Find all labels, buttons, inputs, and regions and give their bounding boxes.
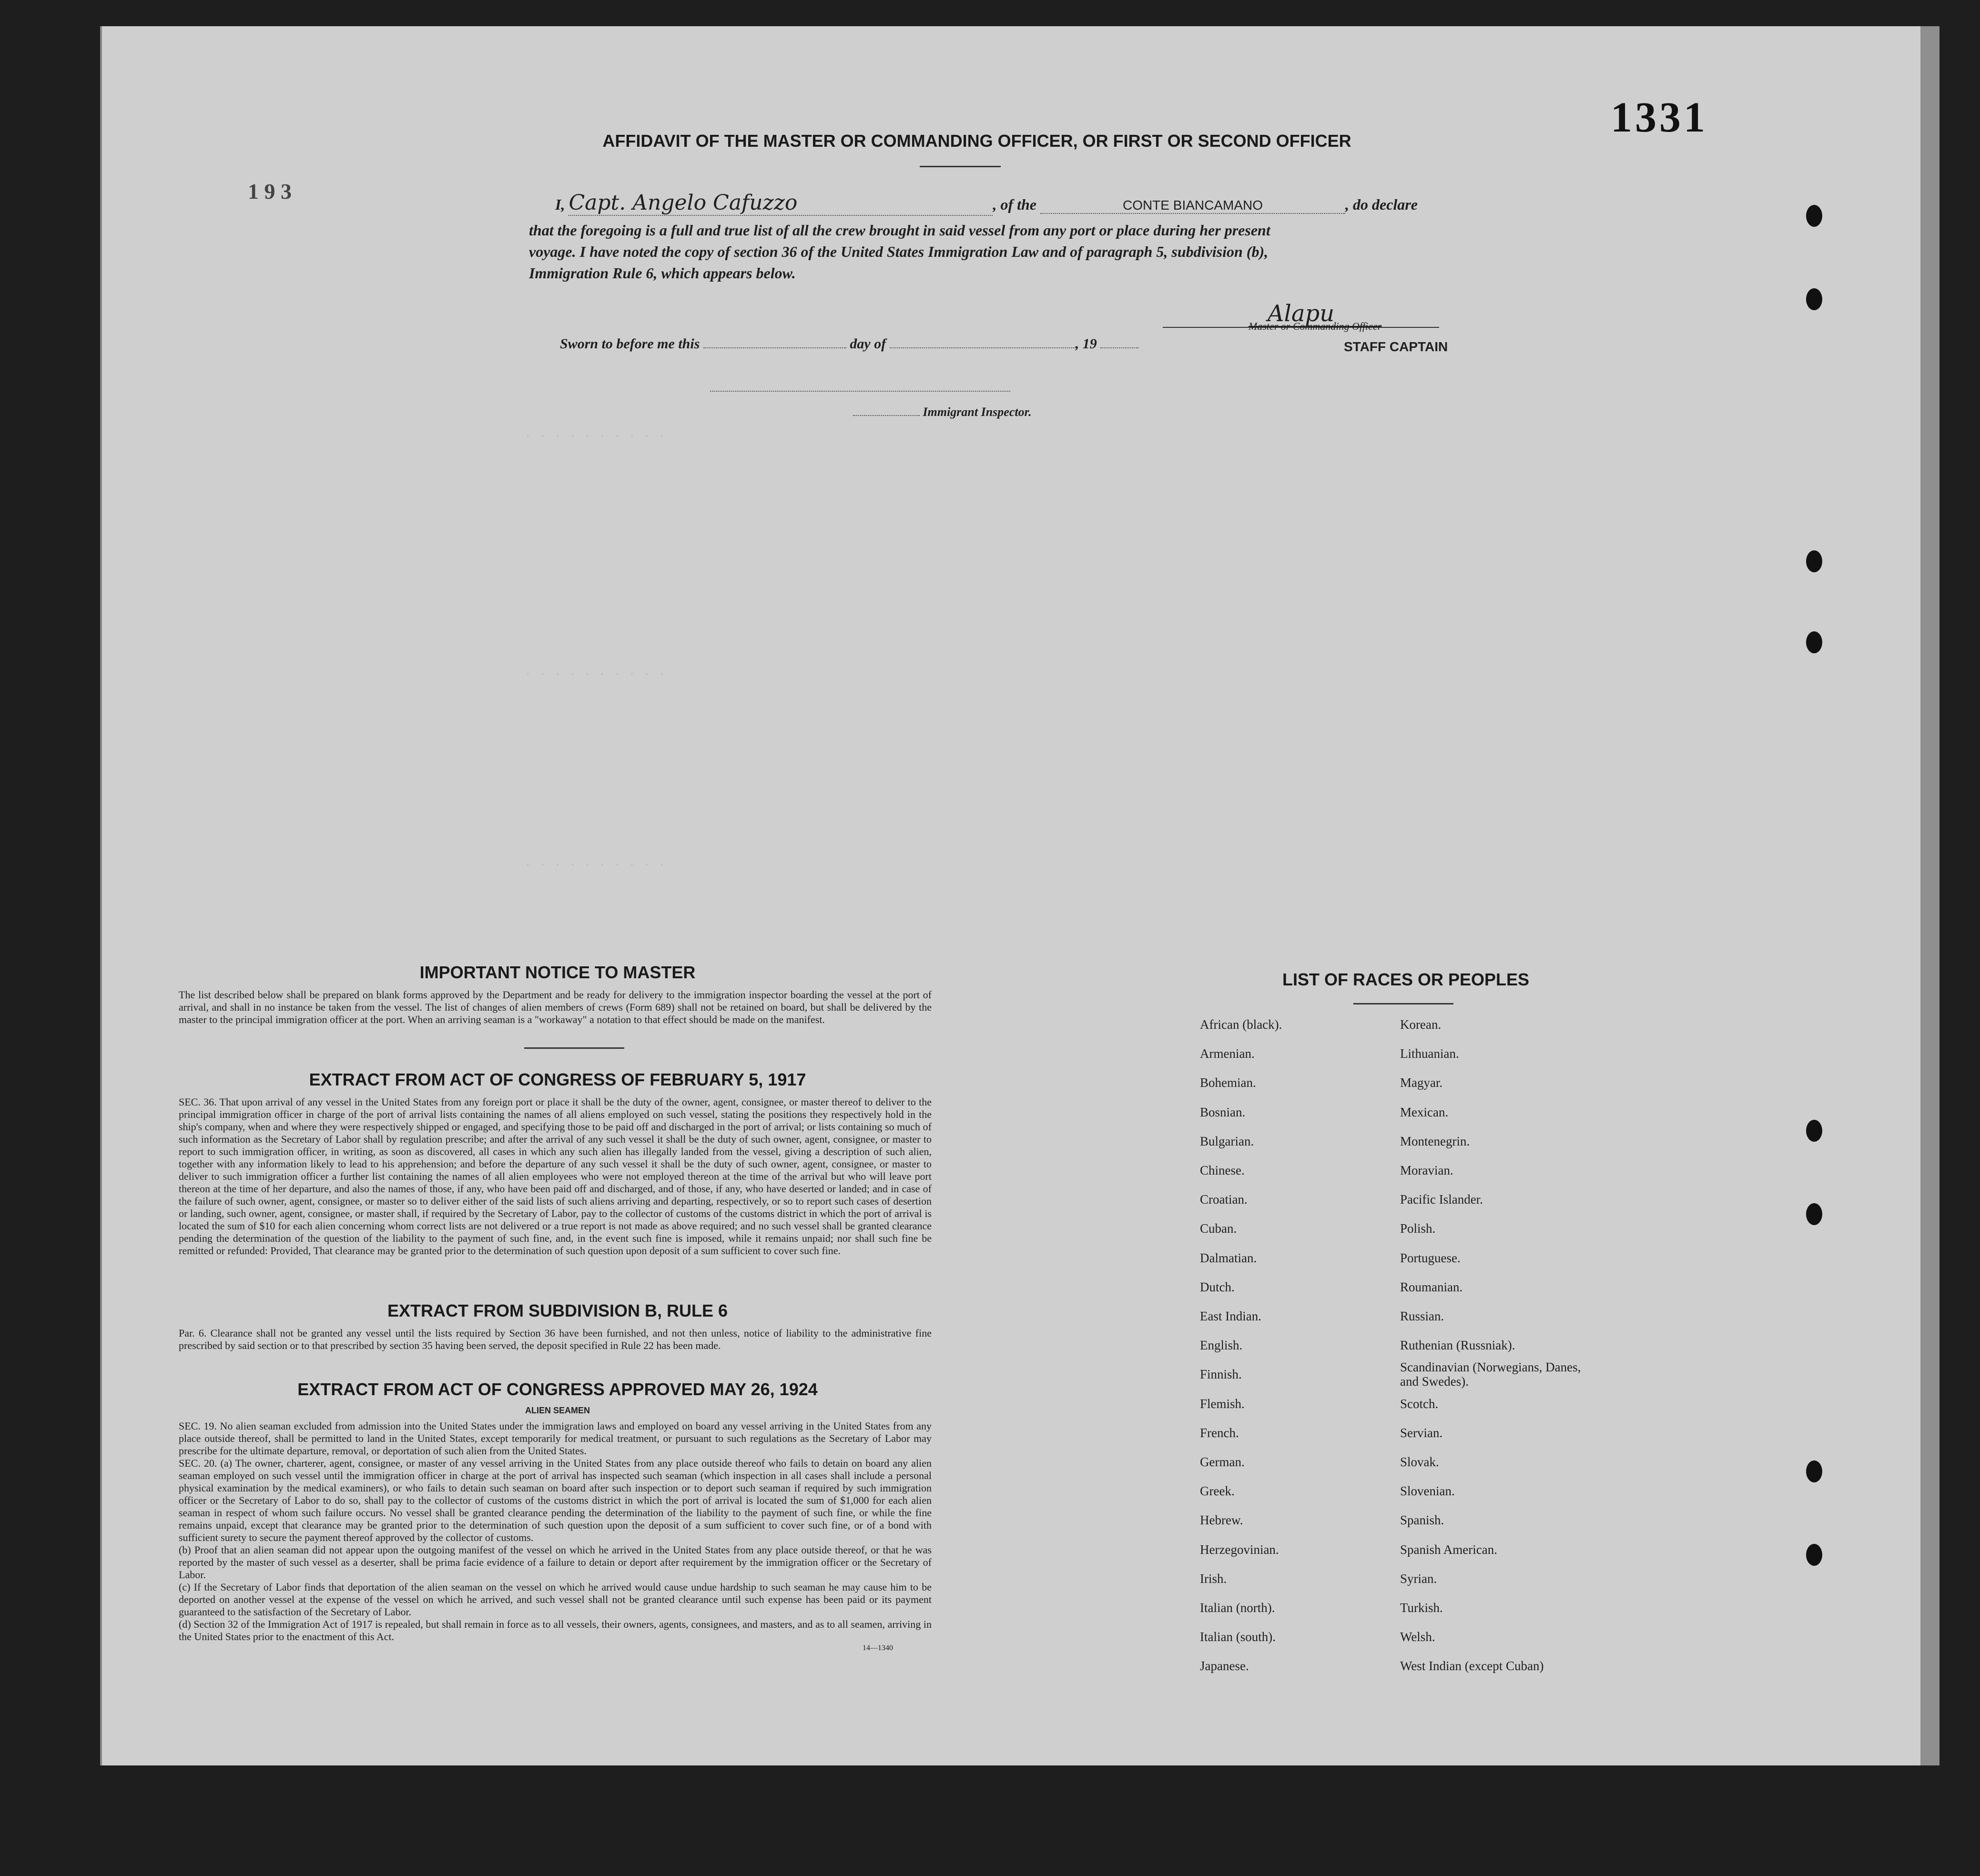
affidavit-line-3: voyage. I have noted the copy of section 36 of the United States Immigration Law and of paragraph 5, subdivision (b),	[529, 243, 1269, 260]
race-item: Bohemian.	[1200, 1075, 1256, 1090]
declare-label: , do declare	[1345, 196, 1418, 213]
extract-1924-sec20d: (d) Section 32 of the Immigration Act of 1917 is repealed, but shall remain in force as to all vessels, their owners, agents, consignees, and masters, and as to all seamen, arriving in the United States prior to the enactment of this Act.	[179, 1618, 932, 1643]
affidavit-line-1	[555, 191, 1418, 216]
race-item: Japanese.	[1200, 1659, 1249, 1673]
year-label: , 19	[1075, 336, 1097, 352]
inspector-line	[853, 405, 1032, 419]
vessel-name: CONTE BIANCAMANO	[1040, 198, 1345, 214]
race-item: African (black).	[1200, 1017, 1282, 1032]
extract-1917-title: EXTRACT FROM ACT OF CONGRESS OF FEBRUARY 5, 1917	[309, 1070, 806, 1089]
race-item: French.	[1200, 1425, 1239, 1440]
binder-hole	[1806, 550, 1822, 572]
race-item: Pacific Islander.	[1400, 1192, 1483, 1207]
races-rule	[1353, 1003, 1453, 1004]
extract-1924-sec20a: SEC. 20. (a) The owner, charterer, agent, consignee, or master of any vessel arriving in the United States from any place outside thereof who fails to detain on board any alien seaman employed on such vessel until the immigration officer in charge at the port of arrival has inspected such seaman (which inspection in all cases shall include a personal physical examination by the medical examiners), or who fails to detain such seaman on board after such inspection or to deport such seaman if required by such immigration officer or the Secretary of Labor to do so, shall pay to the collector of customs of the customs district in which the port of arrival is located the sum of $1,000 for each alien seaman in respect of whom such failure occurs. No vessel shall be granted clearance pending the determination of the liability to the payment of such fine, or while the fine remains unpaid, except that clearance may be granted prior to the determination of such question upon the deposit of a sum sufficient to cover such fine, or of a bond with sufficient surety to secure the payment thereof approved by the collector of customs.	[179, 1457, 932, 1543]
extract-1924-subtitle: ALIEN SEAMEN	[525, 1406, 590, 1415]
sworn-label: Sworn to before me this	[560, 336, 700, 352]
margin-number: 1 9 3	[248, 179, 292, 203]
race-item: Moravian.	[1400, 1163, 1453, 1178]
race-item: Mexican.	[1400, 1105, 1449, 1119]
race-item: English.	[1200, 1338, 1243, 1353]
race-item: Slovenian.	[1400, 1484, 1455, 1499]
stamp-number: 1331	[1611, 94, 1708, 141]
race-item: Korean.	[1400, 1017, 1442, 1032]
binder-hole	[1806, 205, 1822, 227]
inspector-dots	[853, 415, 920, 416]
race-item: Croatian.	[1200, 1192, 1248, 1207]
extract-1924-sec19: SEC. 19. No alien seaman excluded from admission into the United States under the immigration laws and employed on board any vessel arriving in the United States from any place outside thereof, shall be permitted to land in the United States, except temporarily for medical treatment, or pursuant to such regulations as the Secretary of Labor may prescribe for the ultimate departure, removal, or deportation of such alien from the United States.	[179, 1420, 932, 1457]
inspector-signature-blank	[710, 391, 1010, 392]
race-item: Irish.	[1200, 1571, 1227, 1586]
race-item: Greek.	[1200, 1484, 1235, 1499]
sworn-year-blank	[1100, 347, 1138, 348]
race-item: Herzegovinian.	[1200, 1542, 1279, 1557]
bleed-through: · · · · · · · · · ·	[524, 858, 666, 872]
race-item: Italian (north).	[1200, 1601, 1275, 1615]
extract-1924-sec20b: (b) Proof that an alien seaman did not appear upon the outgoing manifest of the vessel on which he arrived in the United States from any place outside thereof, or that he was reported by the master of such vessel as a deserter, shall be prima facie evidence of a failure to detain or deport after requirement by the immigration officer or the Secretary of Labor.	[179, 1544, 932, 1581]
binder-hole	[1806, 1544, 1822, 1566]
race-item: Ruthenian (Russniak).	[1400, 1338, 1515, 1353]
binder-hole	[1806, 631, 1822, 653]
notice-text: The list described below shall be prepared on blank forms approved by the Department and be ready for delivery to the immigration inspector boarding the vessel at the port of arrival, and shall in no instance be taken from the vessel. The list of changes of alien members of crews (Form 689) shall not be retained on board, but shall be delivered by the master to the principal immigration officer at the port. When an arriving seaman is a "workaway" a notation to that effect should be made on the manifest.	[179, 989, 932, 1025]
races-title: LIST OF RACES OR PEOPLES	[1282, 970, 1530, 989]
master-name: Capt. Angelo Cafuzzo	[569, 191, 993, 216]
race-item: Bosnian.	[1200, 1105, 1246, 1119]
binder-hole	[1806, 1120, 1822, 1142]
sworn-day-blank	[703, 347, 846, 348]
race-item: Portuguese.	[1400, 1250, 1461, 1265]
extract-1924-body	[179, 1420, 932, 1643]
race-item: Montenegrin.	[1400, 1134, 1470, 1148]
i-label: I,	[555, 196, 565, 213]
race-item: Hebrew.	[1200, 1513, 1243, 1528]
bleed-through: · · · · · · · · · ·	[524, 429, 666, 443]
race-item: Italian (south).	[1200, 1630, 1276, 1644]
races-col-1	[1200, 1010, 1371, 1681]
extract-1917-text: SEC. 36. That upon arrival of any vessel in the United States from any foreign port or place it shall be the duty of the owner, agent, consignee, or master thereof to deliver to the principal immigration officer in charge of the port of arrival lists containing the names of all aliens employed on such vessel, stating the positions they respectively hold in the ship's company, when and where they were respectively shipped or engaged, and specifying those to be paid off and discharged in the port of arrival; or lists containing so much of such information as the Secretary of Labor shall by regulation prescribe; and after the arrival of any such vessel it shall be the duty of such owner, agent, consignee, or master to report to such immigration officer, in writing, as soon as discovered, all cases in which any such alien has illegally landed from the vessel, giving a description of such alien, together with any information likely to lead to his apprehension; and before the departure of any such vessel it shall be the duty of such owner, agent, consignee, or master to deliver to such immigration officer a further list containing the names of all alien employees who were not employed thereon at the time of the arrival but who will leave port thereon at the time of her departure, and also the names of those, if any, who have been paid off and discharged, and of those, if any, who have deserted or landed; and in case of the failure of such owner, agent, consignee, or master so to deliver either of the said lists of such aliens arriving and departing, respectively, or so to report such cases of desertion or landing, such owner, agent, consignee, or master shall, if required by the Secretary of Labor, pay to the collector of customs of the customs district in which the port of arrival is located the sum of $10 for each alien concerning whom correct lists are not delivered or a true report is not made as above required; and no such vessel shall be granted clearance pending the determination of the question of the liability to the payment of such fine, and, in the event such fine is imposed, while it remains unpaid; nor shall such fine be remitted or refunded: Provided, That clearance may be granted prior to the determination of such question upon deposit of a sum sufficient to cover such fine.	[179, 1096, 932, 1257]
sworn-line	[560, 336, 1138, 352]
extract-rule6-text: Par. 6. Clearance shall not be granted any vessel until the lists required by Section 36 have been furnished, and not then unless, notice of liability to the administrative fine prescribed by said section or to that prescribed by section 35 having been served, the deposit specified in Rule 22 has been made.	[179, 1327, 932, 1351]
sworn-month-blank	[890, 347, 1076, 348]
extract-1924-title: EXTRACT FROM ACT OF CONGRESS APPROVED MAY 26, 1924	[297, 1379, 818, 1399]
races-col-2	[1400, 1010, 1600, 1681]
inspector-label: Immigrant Inspector.	[923, 405, 1032, 419]
race-item: Bulgarian.	[1200, 1134, 1254, 1148]
race-item: Lithuanian.	[1400, 1046, 1459, 1061]
race-item: Servian.	[1400, 1425, 1443, 1440]
binder-hole	[1806, 1460, 1822, 1482]
bleed-through: · · · · · · · · · ·	[524, 667, 666, 681]
race-item: Polish.	[1400, 1221, 1436, 1236]
signature: Alapu	[1163, 300, 1439, 328]
of-the-label: , of the	[993, 196, 1036, 213]
race-item: Cuban.	[1200, 1221, 1237, 1236]
race-item: German.	[1200, 1455, 1245, 1470]
race-item: Flemish.	[1200, 1396, 1245, 1411]
affidavit-title: AFFIDAVIT OF THE MASTER OR COMMANDING OFFICER, OR FIRST OR SECOND OFFICER	[602, 131, 1351, 151]
day-of-label: day of	[850, 336, 886, 352]
race-item: Russian.	[1400, 1309, 1444, 1324]
race-item: East Indian.	[1200, 1309, 1261, 1324]
race-item: Roumanian.	[1400, 1279, 1463, 1294]
notice-title: IMPORTANT NOTICE TO MASTER	[419, 963, 696, 982]
race-item: Armenian.	[1200, 1046, 1255, 1061]
extract-rule6-title: EXTRACT FROM SUBDIVISION B, RULE 6	[387, 1301, 728, 1320]
race-item: Turkish.	[1400, 1601, 1443, 1615]
form-code: 14—1340	[863, 1644, 893, 1652]
notice-rule	[524, 1047, 624, 1049]
race-item: Dutch.	[1200, 1279, 1235, 1294]
race-item: Chinese.	[1200, 1163, 1245, 1178]
title-rule	[920, 166, 1001, 167]
race-item: Finnish.	[1200, 1367, 1242, 1382]
race-item: West Indian (except Cuban)	[1400, 1659, 1544, 1673]
race-item: Scandinavian (Norwegians, Danes, and Swedes).	[1400, 1360, 1581, 1389]
race-item: Welsh.	[1400, 1630, 1435, 1644]
race-item: Slovak.	[1400, 1455, 1439, 1470]
affidavit-line-2: that the foregoing is a full and true list of all the crew brought in said vessel from any port or place during her present	[529, 222, 1270, 239]
race-item: Magyar.	[1400, 1075, 1443, 1090]
race-item: Spanish.	[1400, 1513, 1444, 1528]
page-edge	[1920, 26, 1939, 1765]
struck-title: Master or Commanding Officer	[1249, 320, 1382, 332]
extract-1924-sec20c: (c) If the Secretary of Labor finds that deportation of the alien seaman on the vessel on which he arrived would cause undue hardship to such seaman he may cause him to be deported on another vessel at the expense of the vessel on which he arrived, and such vessel shall not be granted clearance until such expense has been paid or its payment guaranteed to the satisfaction of the Secretary of Labor.	[179, 1581, 932, 1618]
race-item: Scotch.	[1400, 1396, 1439, 1411]
affidavit-line-4: Immigration Rule 6, which appears below.	[529, 264, 796, 282]
officer-title: STAFF CAPTAIN	[1344, 339, 1448, 354]
race-item: Spanish American.	[1400, 1542, 1497, 1557]
binder-hole	[1806, 1203, 1822, 1225]
binder-hole	[1806, 288, 1822, 310]
race-item: Dalmatian.	[1200, 1250, 1257, 1265]
race-item: Syrian.	[1400, 1571, 1437, 1586]
